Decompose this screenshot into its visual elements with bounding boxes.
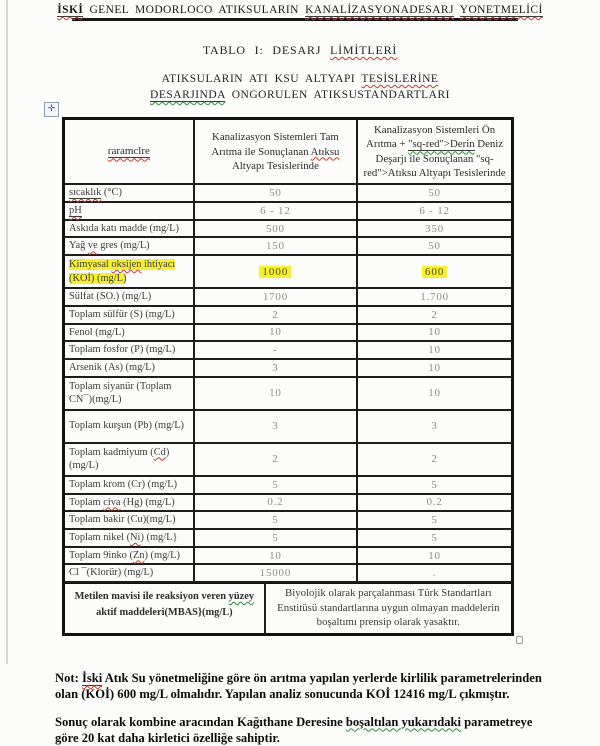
param-cell: Toplam fosfor (P) (mg/L): [64, 341, 194, 359]
value-cell: 50: [194, 184, 357, 202]
title-word-1: KANALİZASYONADESARJ: [305, 4, 454, 16]
value-cell: 50: [357, 184, 512, 202]
value-cell: 5: [357, 476, 512, 494]
value-cell: 5: [357, 529, 512, 547]
table-subtitle: [0, 71, 600, 103]
note-paragraph-2: Sonuç olarak kombine aracından Kağıthane Deresine boşaltılan yukarıdaki parametreye göre 20 kat daha kirletici özelliğe sahiptir.: [55, 714, 533, 745]
table-row: [64, 288, 513, 306]
param-cell: Toplam bakir (Cu)(mg/L): [64, 511, 194, 529]
title-underline-rule: [72, 18, 518, 21]
subtitle-line2-rest: ONGORULEN ATIKSUSTANDARTLARI: [225, 89, 450, 102]
table-row: [64, 494, 513, 512]
value-cell: 10: [357, 547, 512, 565]
limits-table-body: [64, 119, 513, 583]
param-cell: Toplam nikel (Ni) (mg/L}: [64, 529, 194, 547]
table-row: [64, 306, 513, 324]
param-cell: Kimyasal oksijen ihtiyacı (KOİ) (mg/L): [64, 255, 194, 288]
note-paragraph-1: Not: İski Atık Su yönetmeliğine göre ön arıtma yapılan yerlerde kirlilik parametrelerinden olan (KOİ) 600 mg/L olmalıdır. Yapılan analiz sonucunda KOİ 12416 mg/L çıkmıştır.: [55, 670, 542, 702]
table-move-icon: ✛: [47, 104, 56, 115]
table-row: [64, 443, 513, 476]
param-cell: Toplam civa (Hg) (mg/L): [64, 494, 194, 512]
value-cell: 150: [194, 237, 357, 255]
value-cell: 10: [194, 377, 357, 410]
table-title-word: LİMİTLERİ: [330, 43, 398, 57]
title-word-2: YONETMELİCİ: [459, 4, 543, 16]
param-cell: Toplam 9inko (Zn) (mg/L): [64, 547, 194, 565]
table-row: [64, 511, 513, 529]
table-row: [64, 255, 513, 288]
value-cell: 5: [194, 529, 357, 547]
table-row: [64, 529, 513, 547]
value-cell: 50: [357, 237, 512, 255]
subtitle-line1-pre: ATIKSULARIN ATI KSU ALTYAPI: [161, 73, 362, 85]
value-cell: 5: [357, 511, 512, 529]
value-cell: -: [194, 341, 357, 359]
table-row: [64, 341, 513, 359]
table-row: [64, 184, 513, 202]
param-cell: sıcaklık (°C): [64, 184, 194, 202]
table-title-pre: TABLO I: DESARJ: [202, 43, 330, 57]
value-cell: 10: [357, 341, 512, 359]
value-cell: 6 - 12: [194, 202, 357, 220]
value-cell: 2: [194, 443, 357, 476]
full-treatment-column-header: Kanalizasyon Sistemleri Tam Arıtma ile Sonuçlanan Atıksu Altyapı Tesislerinde: [194, 119, 357, 185]
value-cell: 1.700: [357, 288, 512, 306]
subtitle-line1-word: TESİSLERİNE: [361, 73, 439, 85]
param-cell: Fenol (mg/L): [64, 324, 194, 342]
table-row: [64, 237, 513, 255]
note-section: [55, 670, 555, 746]
table-row: [64, 410, 513, 443]
mbas-rule-cell: Biyolojik olarak parçalanması Türk Standartları Enstitüsü standartlarına uygun olmayan maddelerin boşaltımı prensip olarak yasaktır.: [277, 587, 500, 629]
table-resize-handle[interactable]: [516, 636, 523, 644]
table-row: [64, 377, 513, 410]
table-row: [64, 476, 513, 494]
value-cell: 5: [194, 476, 357, 494]
limits-table: [62, 117, 514, 584]
value-cell: 0.2: [357, 494, 512, 512]
limits-table-zone: [47, 104, 514, 636]
value-cell: .: [357, 564, 512, 582]
table-row: [64, 220, 513, 238]
value-cell: 5: [194, 511, 357, 529]
param-cell: Askıda katı madde (mg/L): [64, 220, 194, 238]
value-cell: 10: [194, 547, 357, 565]
value-cell: 6 - 12: [357, 202, 512, 220]
value-cell: 3: [357, 410, 512, 443]
pretreatment-column-header: Kanalizasyon Sistemleri Ön Arıtma + "sq-red">Derin Deniz Deşarjı ile Sonuçlanan "sq-red">Atıksu Altyapı Tesislerinde: [357, 119, 512, 185]
subtitle-line2-word: DESARJINDA: [150, 89, 226, 102]
value-cell: 2: [357, 443, 512, 476]
table-move-handle[interactable]: [44, 102, 59, 117]
value-cell: 0.2: [194, 494, 357, 512]
document-title: [0, 4, 600, 16]
value-cell: 500: [194, 220, 357, 238]
table-title: [0, 43, 600, 58]
value-cell: 10: [357, 359, 512, 377]
param-cell: pH: [64, 202, 194, 220]
param-cell: Toplam kadmiyum (Cd) (mg/L): [64, 443, 194, 476]
param-cell: Sülfat (SO.) (mg/L): [64, 288, 194, 306]
param-cell: Cl ¯(Klorür) (mg/L): [64, 564, 194, 582]
value-cell: 15000: [194, 564, 357, 582]
mbas-row: [62, 581, 514, 636]
table-row: [64, 359, 513, 377]
table-row: [64, 324, 513, 342]
value-cell: 1000: [194, 255, 357, 288]
mbas-param-cell: Metilen mavisi ile reaksiyon veren yüzey aktif maddeleri(MBAS}(mg/L): [65, 583, 266, 633]
param-cell: Yağ ve gres (mg/L): [64, 237, 194, 255]
value-cell: 350: [357, 220, 512, 238]
value-cell: 10: [357, 377, 512, 410]
param-column-header: raramclre: [64, 119, 194, 185]
value-cell: 10: [357, 324, 512, 342]
param-cell: Arsenik (As) (mg/L): [64, 359, 194, 377]
title-mid-text: GENEL MODORLOCO ATIKSULARIN: [83, 4, 306, 16]
value-cell: 3: [194, 359, 357, 377]
value-cell: 600: [357, 255, 512, 288]
table-row: [64, 547, 513, 565]
value-cell: 2: [357, 306, 512, 324]
table-row: [64, 564, 513, 582]
table-header-row: [64, 119, 513, 185]
title-brand: İSKİ: [57, 4, 84, 16]
param-cell: Toplam sülfür (S) (mg/L): [64, 306, 194, 324]
value-cell: 3: [194, 410, 357, 443]
table-row: [64, 202, 513, 220]
param-cell: Toplam kurşun (Pb) (mg/L): [64, 410, 194, 443]
value-cell: 2: [194, 306, 357, 324]
value-cell: 10: [194, 324, 357, 342]
param-cell: Toplam siyanür (Toplam CN¯)(mg/L): [64, 377, 194, 410]
param-cell: Toplam krom (Cr) (mg/L): [64, 476, 194, 494]
value-cell: 1700: [194, 288, 357, 306]
